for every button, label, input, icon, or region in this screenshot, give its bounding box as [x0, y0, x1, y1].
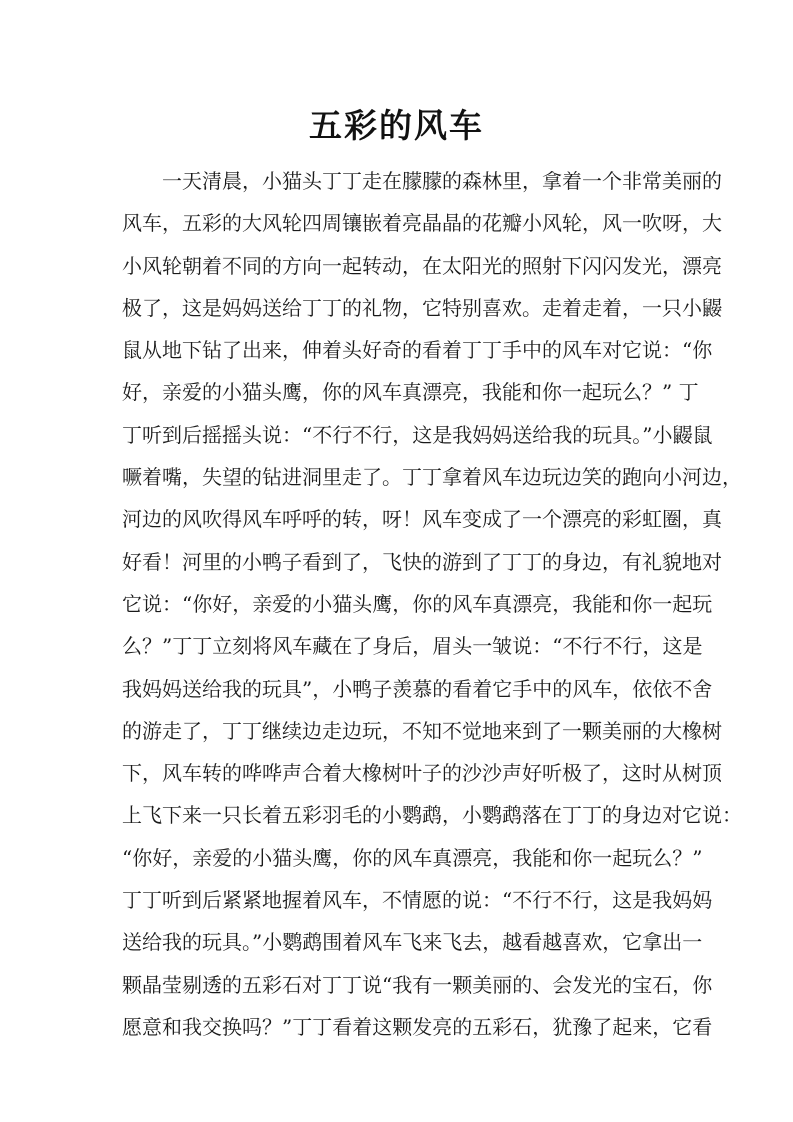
text-line: 丁听到后摇摇头说：“不行不行，这是我妈妈送给我的玩具。”小鼹鼠: [122, 422, 713, 447]
text-line: 河边的风吹得风车呼呼的转，呀！风车变成了一个漂亮的彩虹圈，真: [122, 507, 722, 532]
text-line: 颗晶莹剔透的五彩石对丁丁说“我有一颗美丽的、会发光的宝石，你: [122, 972, 713, 997]
text-line: 丁丁听到后紧紧地握着风车，不情愿的说：“不行不行，这是我妈妈: [122, 888, 713, 913]
text-line: 么？”丁丁立刻将风车藏在了身后，眉头一皱说：“不行不行，这是: [122, 634, 703, 659]
text-line: 的游走了，丁丁继续边走边玩，不知不觉地来到了一颗美丽的大橡树: [122, 718, 722, 743]
text-line: 下，风车转的哗哗声合着大橡树叶子的沙沙声好听极了，这时从树顶: [122, 761, 722, 786]
text-line: 一天清晨，小猫头丁丁走在朦朦的森林里，拿着一个非常美丽的: [162, 169, 722, 193]
text-line: 它说：“你好，亲爱的小猫头鹰，你的风车真漂亮，我能和你一起玩: [122, 591, 713, 616]
story-paragraph: [122, 160, 742, 1048]
text-line: 风车，五彩的大风轮四周镶嵌着亮晶晶的花瓣小风轮，风一吹呀，大: [122, 211, 722, 236]
text-line: 极了，这是妈妈送给丁丁的礼物，它特别喜欢。走着走着，一只小鼹: [122, 295, 722, 320]
text-line: 好，亲爱的小猫头鹰，你的风车真漂亮，我能和你一起玩么？” 丁: [122, 380, 699, 405]
text-line: 好看！河里的小鸭子看到了，飞快的游到了丁丁的身边，有礼貌地对: [122, 549, 722, 574]
document-title: 五彩的风车: [309, 106, 484, 145]
text-line: 我妈妈送给我的玩具”，小鸭子羡慕的看着它手中的风车，依依不舍: [122, 676, 713, 701]
text-line: 上飞下来一只长着五彩羽毛的小鹦鹉，小鹦鹉落在丁丁的身边对它说：: [122, 803, 742, 828]
text-line: 鼠从地下钻了出来，伸着头好奇的看着丁丁手中的风车对它说：“你: [122, 338, 713, 363]
text-line: 愿意和我交换吗？”丁丁看着这颗发亮的五彩石，犹豫了起来，它看: [122, 1014, 713, 1039]
text-line: 噘着嘴，失望的钻进洞里走了。丁丁拿着风车边玩边笑的跑向小河边，: [122, 465, 742, 490]
text-line: “你好，亲爱的小猫头鹰，你的风车真漂亮，我能和你一起玩么？”: [122, 845, 703, 870]
text-line: 小风轮朝着不同的方向一起转动，在太阳光的照射下闪闪发光，漂亮: [122, 253, 722, 278]
text-line: 送给我的玩具。”小鹦鹉围着风车飞来飞去，越看越喜欢，它拿出一: [122, 930, 703, 955]
